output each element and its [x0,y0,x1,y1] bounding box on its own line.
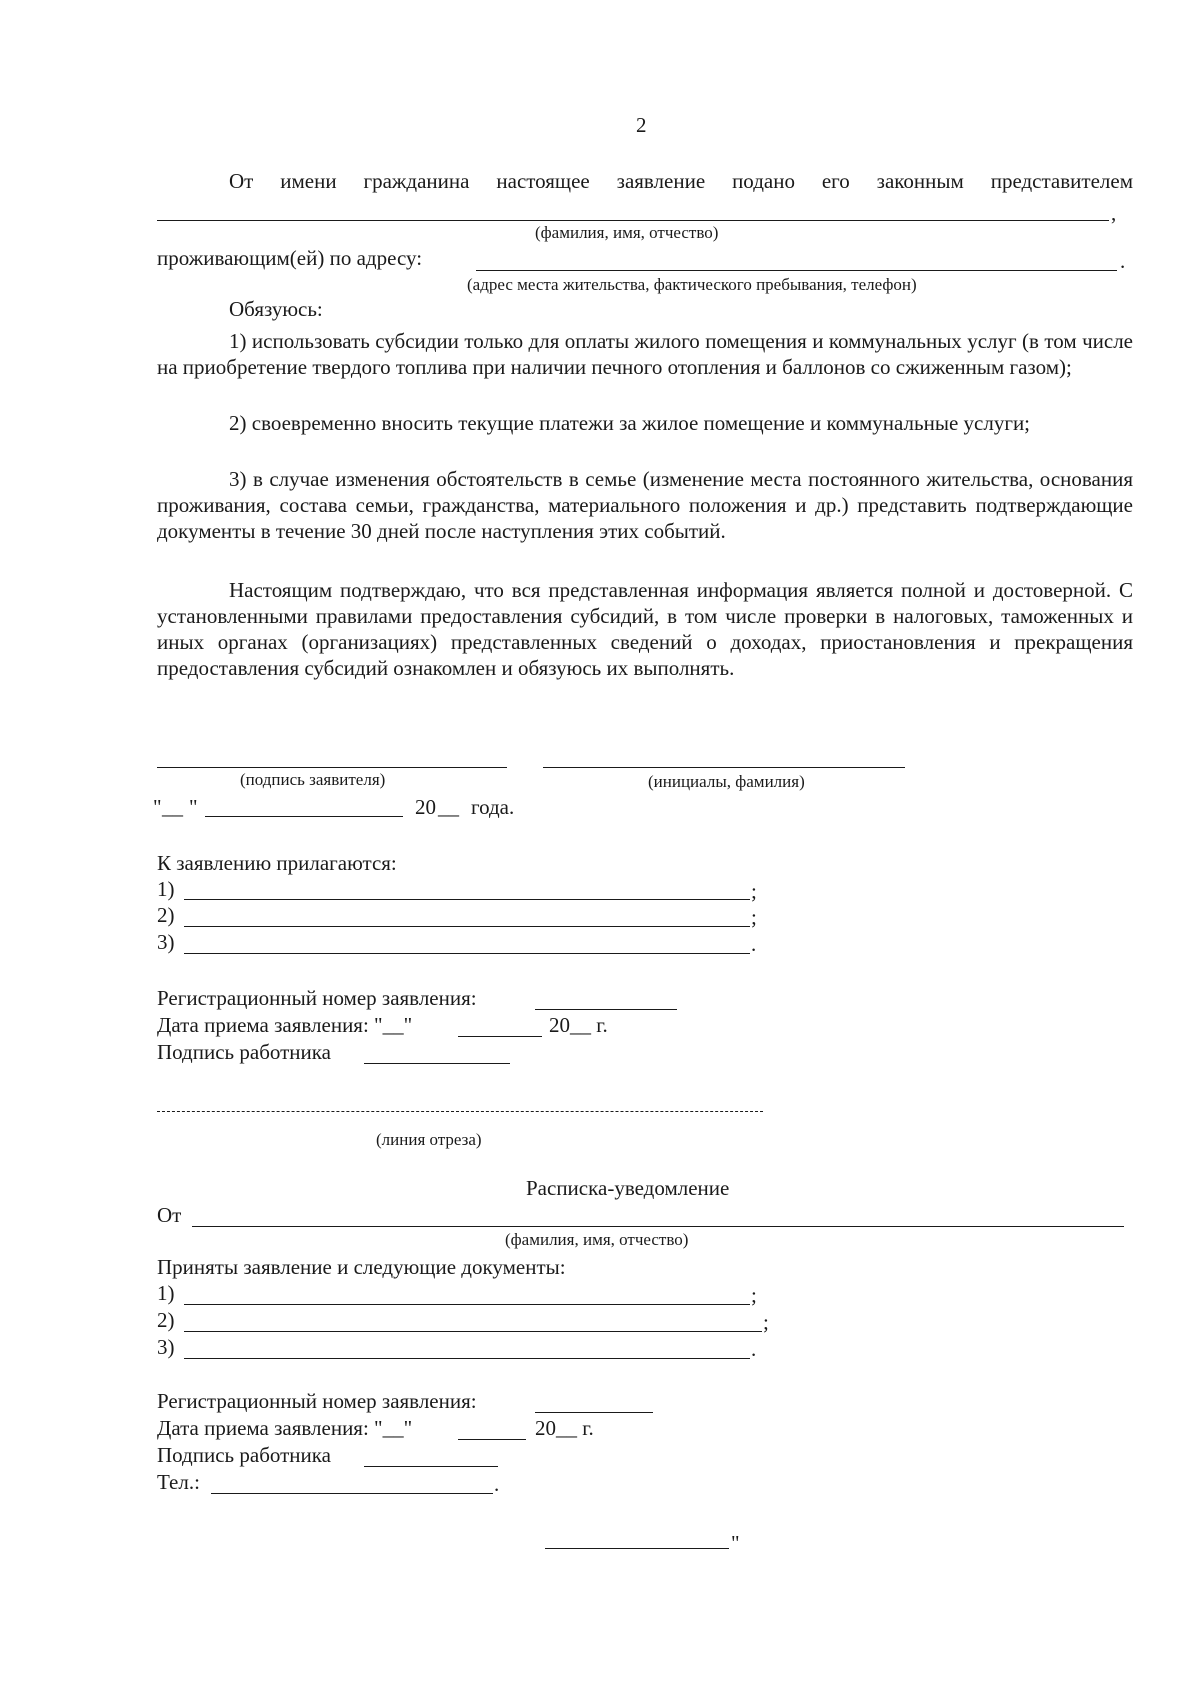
obligation-item-2: 2) своевременно вносить текущие платежи за жилое помещение и коммунальные услуги; [229,411,1031,435]
receipt-document-number-1: 1) [157,1281,175,1305]
attachment-number-3: 3) [157,930,175,954]
receipt-phone-end: . [494,1472,500,1496]
receipt-from-field[interactable] [192,1226,1124,1227]
confirmation-paragraph: Настоящим подтверждаю, что вся представленная информация является полной и достоверной. С установленными правилами предоставления субсидий, в том числе проверки в налоговых, таможенных и иных органах (организациях) представленных сведений о доходах, приостановления и прекращения предоставления субсидий ознакомлен и обязуюсь их выполнять. [157,578,1133,680]
receipt-document-field-3[interactable] [184,1358,750,1359]
year-suffix: года. [471,795,515,819]
address-caption: (адрес места жительства, фактического пребывания, телефон) [467,275,917,294]
employee-signature-field[interactable] [364,1063,510,1064]
receipt-title: Расписка-уведомление [526,1176,730,1200]
representative-name-field[interactable] [157,220,1109,221]
receipt-phone-label: Тел.: [157,1470,200,1494]
employee-signature-label: Подпись работника [157,1040,331,1064]
page-number: 2 [636,113,647,137]
receipt-employee-signature-label: Подпись работника [157,1443,331,1467]
receipt-phone-field[interactable] [211,1493,493,1494]
receipt-year-label: 20__ г. [535,1416,594,1440]
attachments-heading: К заявлению прилагаются: [157,851,397,875]
date-day-blank: __ [162,795,183,819]
address-period: . [1120,249,1126,273]
attachment-number-1: 1) [157,877,175,901]
initials-field[interactable] [543,767,905,768]
closing-line [545,1548,729,1549]
obligation-item-1: 1) использовать субсидии только для оплаты жилого помещения и коммунальных услуг (в том числе на приобретение твердого топлива при наличии печного отопления и баллонов со сжиженным газом); [157,329,1133,379]
date-month-field[interactable] [205,816,403,817]
obligation-item-3: 3) в случае изменения обстоятельств в семье (изменение места постоянного жительства, основания проживания, состава семьи, гражданства, материального положения и др.) представить подтверждающие документы в течение 30 дней после наступления этих событий. [157,467,1133,543]
receipt-reg-number-field[interactable] [535,1412,653,1413]
signature-field[interactable] [157,767,507,768]
address-field[interactable] [476,270,1117,271]
representative-intro: От имени гражданина настоящее заявление подано его законным представителем [229,169,1133,193]
reg-number-label: Регистрационный номер заявления: [157,986,477,1010]
representative-comma: , [1111,201,1117,225]
attachment-end-2: ; [751,905,757,929]
obligations-heading: Обязуюсь: [229,297,323,321]
receipt-document-end-2: ; [763,1310,769,1334]
attachment-field-1[interactable] [184,899,750,900]
date-quote-close: " [189,795,198,819]
receipt-from-label: От [157,1203,182,1227]
receipt-reg-number-label: Регистрационный номер заявления: [157,1389,477,1413]
reg-date-label: Дата приема заявления: "__" [157,1013,413,1037]
attachment-end-3: . [751,932,757,956]
signature-caption: (подпись заявителя) [240,770,386,789]
attachment-number-2: 2) [157,903,175,927]
receipt-document-number-3: 3) [157,1335,175,1359]
year-prefix: 20 [415,795,436,819]
reg-year-label: 20__ г. [549,1013,608,1037]
reg-number-field[interactable] [535,1009,677,1010]
receipt-document-field-2[interactable] [184,1331,762,1332]
receipt-document-end-1: ; [751,1283,757,1307]
receipt-document-end-3: . [751,1337,757,1361]
receipt-document-field-1[interactable] [184,1304,750,1305]
receipt-document-number-2: 2) [157,1308,175,1332]
receipt-employee-signature-field[interactable] [364,1466,498,1467]
receipt-date-month-field[interactable] [458,1439,526,1440]
receipt-date-label: Дата приема заявления: "__" [157,1416,413,1440]
closing-quote: " [731,1531,740,1555]
representative-name-caption: (фамилия, имя, отчество) [535,223,719,242]
attachment-field-3[interactable] [184,953,750,954]
cut-line-caption: (линия отреза) [376,1130,482,1149]
address-label: проживающим(ей) по адресу: [157,246,423,270]
receipt-accepted-label: Приняты заявление и следующие документы: [157,1255,566,1279]
date-quote-open: " [153,795,162,819]
receipt-name-caption: (фамилия, имя, отчество) [505,1230,689,1249]
initials-caption: (инициалы, фамилия) [648,772,805,791]
attachment-end-1: ; [751,879,757,903]
cut-line [157,1111,763,1112]
reg-date-month-field[interactable] [458,1036,542,1037]
year-blank: __ [438,795,459,819]
attachment-field-2[interactable] [184,926,750,927]
